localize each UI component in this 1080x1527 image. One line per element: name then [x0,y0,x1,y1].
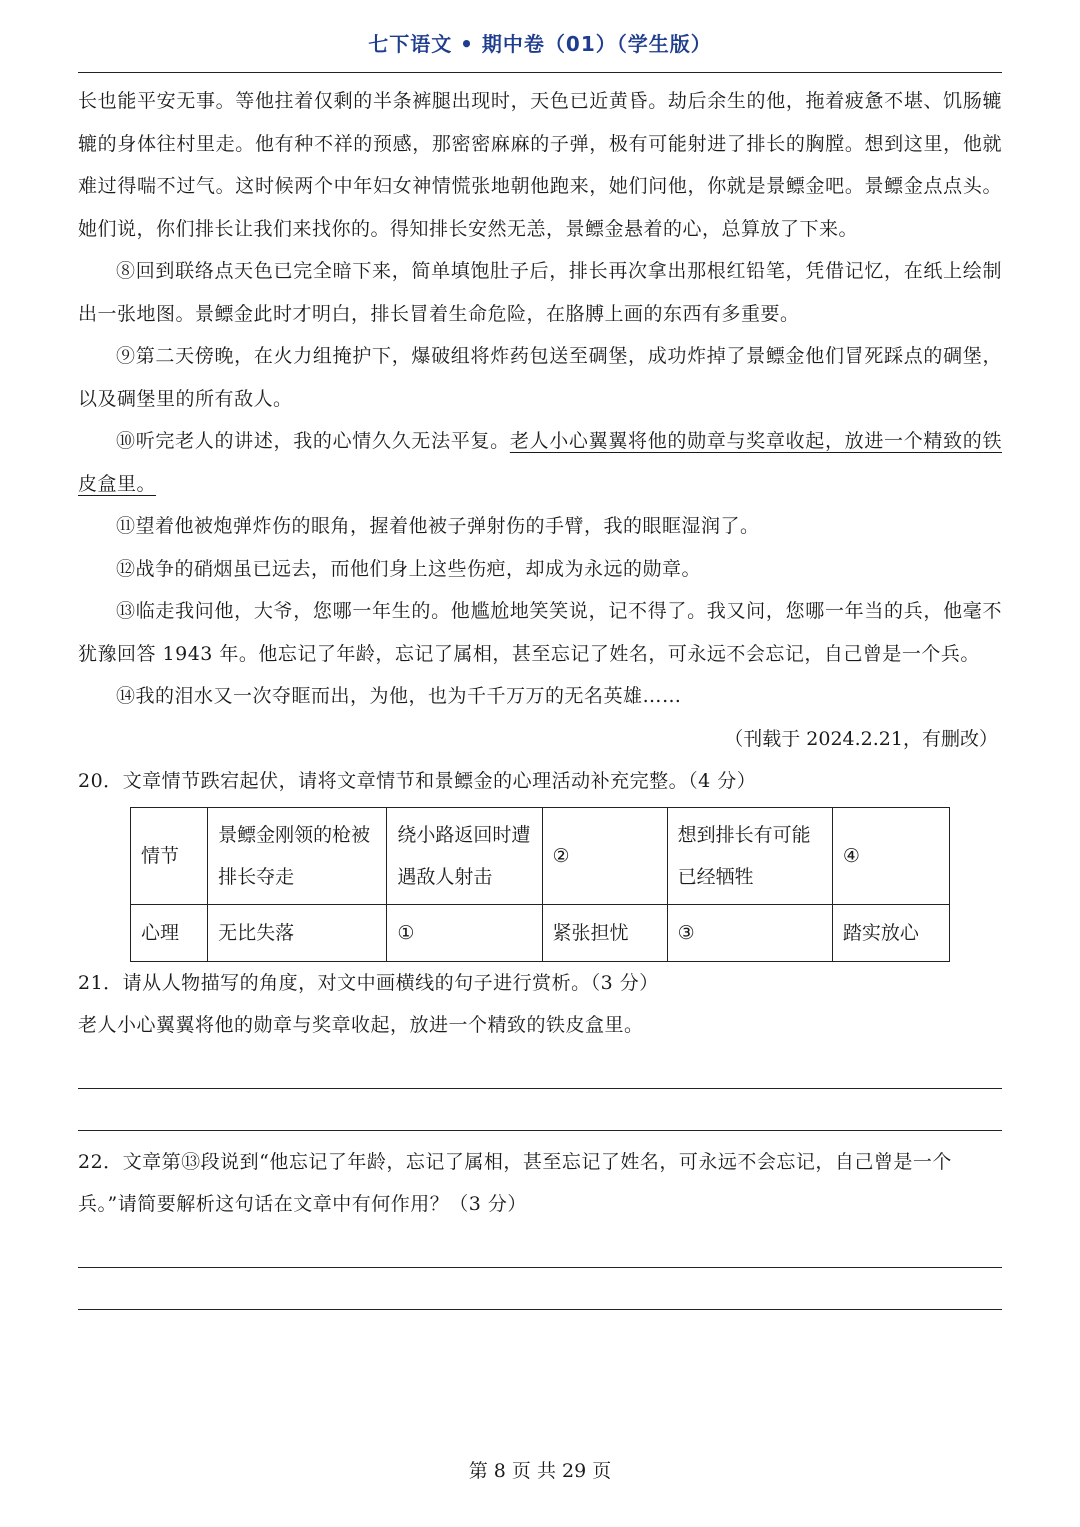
answer-line-22b[interactable] [78,1268,1002,1310]
passage-paragraph-8: ⑧回到联络点天色已完全暗下来，简单填饱肚子后，排长再次拿出那根红铅笔，凭借记忆，在纸上绘制出一张地图。景鳔金此时才明白，排长冒着生命危险，在胳膊上画的东西有多重要。 [78,260,1002,325]
paragraph-10-text: ⑩听完老人的讲述，我的心情久久无法平复。 [116,430,510,452]
table-cell: 紧张担忧 [542,904,667,961]
passage-paragraph-12: ⑫战争的硝烟虽已远去，而他们身上这些伤疤，却成为永远的勋章。 [116,557,702,580]
table-cell: 景鳔金刚领的枪被排长夺走 [208,807,387,904]
table-cell-blank[interactable]: ① [387,904,542,961]
answer-line-21a[interactable] [78,1047,1002,1089]
answer-line-22a[interactable] [78,1226,1002,1268]
table-row [131,904,950,961]
passage-paragraph-9: ⑨第二天傍晚，在火力组掩护下，爆破组将炸药包送至碉堡，成功炸掉了景鳔金他们冒死踩点的碉堡，以及碉堡里的所有敌人。 [78,345,1002,410]
passage-paragraph-13: ⑬临走我问他，大爷，您哪一年生的。他尴尬地笑笑说，记不得了。我又问，您哪一年当的兵，他毫不犹豫回答 1943 年。他忘记了年龄，忘记了属相，甚至忘记了姓名，可永远不会忘记，自己曾是一个兵。 [78,600,1002,665]
table-cell-blank[interactable]: ④ [832,807,949,904]
plot-psychology-table [130,807,950,962]
question-20: 20．文章情节跌宕起伏，请将文章情节和景鳔金的心理活动补充完整。（4 分） [78,770,757,792]
table-cell: 绕小路返回时遭遇敌人射击 [387,807,542,904]
question-22: 22．文章第⑬段说到“他忘记了年龄，忘记了属相，甚至忘记了姓名，可永远不会忘记，自己曾是一个兵。”请简要解析这句话在文章中有何作用？（3 分） [78,1150,952,1215]
table-cell-blank[interactable]: ③ [667,904,832,961]
page-header-title: 七下语文 • 期中卷（01）（学生版） [368,32,712,56]
table-row [131,807,950,904]
table-cell-label-plot: 情节 [131,807,208,904]
question-21: 21．请从人物描写的角度，对文中画横线的句子进行赏析。（3 分） [78,971,659,994]
underlined-sentence: 老人小心翼翼将他的勋章与奖章收起，放进一个精致的铁皮盒里。 [78,430,1002,495]
passage-continuation: 长也能平安无事。等他拄着仅剩的半条裤腿出现时，天色已近黄昏。劫后余生的他，拖着疲惫不堪、饥肠辘辘的身体往村里走。他有种不祥的预感，那密密麻麻的子弹，极有可能射进了排长的胸膛。想到这里，他就难过得喘不过气。这时候两个中年妇女神情慌张地朝他跑来，她们问他，你就是景鳔金吧。景鳔金点点头。她们说，你们排长让我们来找你的。得知排长安然无恙，景鳔金悬着的心，总算放了下来。 [78,90,1002,240]
table-cell: 无比失落 [208,904,387,961]
page-content [78,80,1002,1310]
question-21-quote: 老人小心翼翼将他的勋章与奖章收起，放进一个精致的铁皮盒里。 [78,1014,644,1036]
table-cell-blank[interactable]: ② [542,807,667,904]
table-cell: 踏实放心 [832,904,949,961]
passage-paragraph-14: ⑭我的泪水又一次夺眶而出，为他，也为千千万万的无名英雄…… [116,685,682,707]
table-cell: 想到排长有可能已经牺牲 [667,807,832,904]
passage-paragraph-10 [78,420,1002,505]
page-number: 第 8 页 共 29 页 [468,1460,612,1482]
passage-source: （刊载于 2024.2.21，有删改） [724,727,998,750]
answer-line-21b[interactable] [78,1089,1002,1131]
passage-paragraph-11: ⑪望着他被炮弹炸伤的眼角，握着他被子弹射伤的手臂，我的眼眶湿润了。 [116,515,760,537]
table-cell-label-psychology: 心理 [131,904,208,961]
header-divider [78,72,1002,73]
